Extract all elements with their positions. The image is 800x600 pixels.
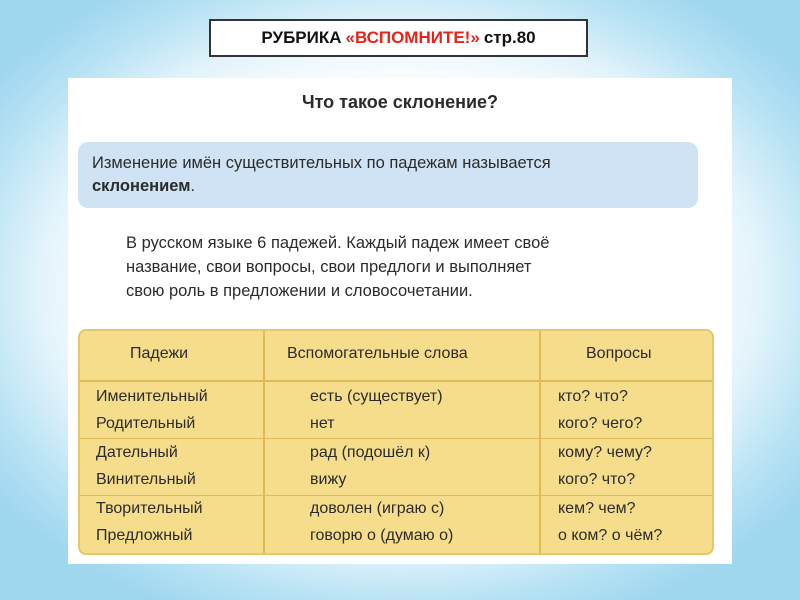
- rubric-header: [209, 19, 588, 57]
- table-cell-question: кем? чем?: [558, 500, 636, 517]
- table-cell-helper: есть (существует): [310, 388, 443, 405]
- paragraph-line: название, свои вопросы, свои предлоги и выполняет: [126, 258, 532, 276]
- column-header-cases: Падежи: [130, 345, 189, 362]
- definition-text: Изменение имён существительных по падежам называется: [92, 154, 551, 172]
- table-body: [80, 382, 712, 553]
- header-highlight: «ВСПОМНИТЕ!»: [345, 28, 480, 47]
- table-cell-question: о ком? о чём?: [558, 527, 663, 544]
- table-cell-helper: рад (подошёл к): [310, 444, 431, 461]
- header-page-ref: стр.80: [483, 28, 536, 47]
- info-paragraph: [126, 231, 686, 303]
- table-cell-case: Предложный: [96, 527, 193, 544]
- table-cell-question: кто? что?: [558, 388, 628, 405]
- cases-table: [78, 329, 714, 555]
- definition-term: склонением: [92, 177, 191, 195]
- table-cell-case: Творительный: [96, 500, 203, 517]
- paragraph-line: свою роль в предложении и словосочетании.: [126, 282, 473, 300]
- table-cell-helper: нет: [310, 415, 335, 432]
- table-cell-question: кому? чему?: [558, 444, 652, 461]
- table-cell-case: Родительный: [96, 415, 196, 432]
- definition-box: [78, 142, 698, 208]
- column-header-questions: Вопросы: [586, 345, 652, 362]
- paragraph-line: В русском языке 6 падежей. Каждый падеж имеет своё: [126, 234, 550, 252]
- table-cell-helper: говорю о (думаю о): [310, 527, 454, 544]
- table-header-row: [80, 331, 712, 382]
- row-divider: [80, 495, 712, 496]
- table-cell-case: Винительный: [96, 471, 196, 488]
- table-cell-case: Дательный: [96, 444, 178, 461]
- column-header-helper-words: Вспомогательные слова: [287, 345, 468, 362]
- row-divider: [80, 438, 712, 439]
- table-cell-helper: доволен (играю с): [310, 500, 445, 517]
- table-cell-case: Именительный: [96, 388, 208, 405]
- table-cell-question: кого? что?: [558, 471, 636, 488]
- page-title: Что такое склонение?: [301, 92, 499, 112]
- definition-end: .: [190, 177, 195, 195]
- table-cell-question: кого? чего?: [558, 415, 643, 432]
- header-prefix: РУБРИКА: [261, 28, 342, 47]
- table-cell-helper: вижу: [310, 471, 347, 488]
- textbook-page: [68, 78, 732, 564]
